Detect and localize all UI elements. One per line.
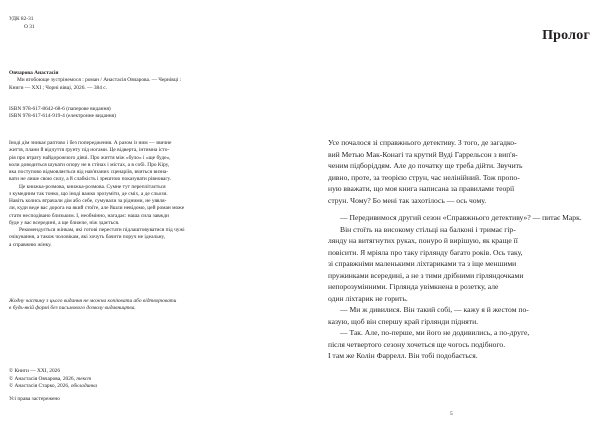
text-line: казую, щоб він спершу край гірлянди підняти. [328,316,479,326]
copyright-line: © Анастасія Овчарова, 2026, текст [9,375,92,382]
udc-code: УДК 82-31 [9,16,34,22]
text-line: І там же Колін Фаррелл. Він тобі подобається. [328,351,478,360]
text-line: ченим підборіддям. Але до початку ще треба дійти. Звучить [328,161,523,170]
annotation-line: буде у вас всередині, а ще ближче, ніж здається. [9,219,120,226]
text-line: — Ми ж дивилися. Він такий собі, — кажу я й жестом по- [340,305,529,314]
text-line: ную вважати, що моя книга написана за правилами теорії [328,184,515,193]
text-line: вий Метью Мак-Конагі та крутий Вуді Гаррельсон з вип'я- [328,149,518,159]
annotation-line: а справжню жінку. [9,241,52,248]
rights-reserved: Усі права застережено [9,396,60,402]
text-line: — Передивимося другий сезон «Справжнього детективу»? — питає Марк. [340,213,582,222]
text-line: Він стоїть на високому стільці на балконі і тримає гір- [340,224,516,234]
card-line: Книги — XXI ; Чорні вівці, 2026. — 384 с. [9,84,107,91]
text-line: після четвертого сезону хочеться ще чогось подібного. [328,339,506,349]
annotation-line: ли, куди веде вас дорога на який стоїте, але йшли невідомо, цей роман може [9,205,185,212]
chapter-title: Пролог [542,28,590,43]
annotation [9,140,292,249]
text-line: — Так. Але, по-перше, ми його не додивились, а по-друге, [340,328,530,337]
text-line: один ліхтарик не горить. [328,293,408,303]
annotation-line: Рекомендується жінкам, які готові перестати підлаштовуватися під чужі [19,227,185,233]
text-line: зі справжніми маленькими ліхтариками та з іще меншими [328,259,517,268]
right-page-prologue [300,0,600,436]
annotation-line: Навіть колись втрачали дім або себе, сумували за рідними, не уявля- [9,198,167,204]
card-author: Овчарова Анастасія [9,70,59,76]
isbn-block [9,106,116,121]
rights-notice [9,298,176,313]
author-mark: О 31 [24,24,35,30]
text-line: струн. Чому? Бо мені так захотілось — ось чому. [328,195,487,205]
copyright-line: © Книги — XXI, 2026 [9,368,61,374]
rights-line: Жодну частину з цього видання не можна копіювати або відтворювати [9,298,177,304]
annotation-line: Іноді дім зникає раптово і без попередження. А разом із ним — звичне [9,140,172,146]
text-line: пружинками всередині, а не з тими дрібними гірляндочками [328,270,524,280]
annotation-line: з кумедним так тонко, що іноді важко зрозуміти, де сміх, а де сльози. [9,190,168,197]
text-line: непорозумінними. Гірлянда увімкнена в розетку, але [328,282,499,291]
annotation-line: яка поступово відмовляється від нав'язаних сценаріїв, вчиться визна- [9,169,169,175]
chapter-text [328,137,594,362]
text-line: дивно, проте, за теорією струн, час нелінійний. Тож пропо- [328,172,520,182]
annotation-line: життя, плани й відчуття ґрунту під ногами. Це відверта, інтимна істо- [9,147,170,154]
page-number: 5 [450,411,453,417]
rights-line: в будь-якій формі без письмового дозволу видавництва. [9,305,136,312]
annotation-line: очікування, а також чоловікам, які хочуть бачити поруч не ідеальну, [9,234,166,241]
annotation-line: Це книжка-розмова, книжка-розмова. Сумне тут переплітається [19,183,166,190]
text-line: повісити. Я мріяла про таку гірлянду багато років. Ось таку, [328,247,523,257]
isbn-print: ISBN 978-617-8642-68-6 (паперове видання) [9,106,111,112]
annotation-line: коли доводиться шукати опору не в стінах і містах, а в собі. Про Кіру, [9,161,170,168]
card-line: Ми втобоюще зустрінемося : роман / Анастасія Овчарова. — Чернівці : [17,77,182,84]
annotation-line: стати несподівано близьким. І, необмінно, нагадає: наша сила завжди [9,212,169,219]
text-line: лянду на витягнутих руках, понуро й вирішую, як краще її [328,236,518,245]
annotation-line: рія про втрату найдорожчого дівчі. Про життя між «було» і «ще буде», [9,154,171,161]
copyright-block [9,368,97,391]
catalog-card [9,70,292,92]
copyright-line: © Анастасія Старко, 2026, обкладинка [9,383,98,390]
annotation-line: вати не лише свою силу, а й слабкість і зрештою показувати рівновагу. [9,176,172,183]
text-line: Усе почалося зі справжнього детективу. З того, де загадко- [328,138,517,147]
isbn-ebook: ISBN 978-617-614-919-4 (електронне видання) [9,113,116,120]
